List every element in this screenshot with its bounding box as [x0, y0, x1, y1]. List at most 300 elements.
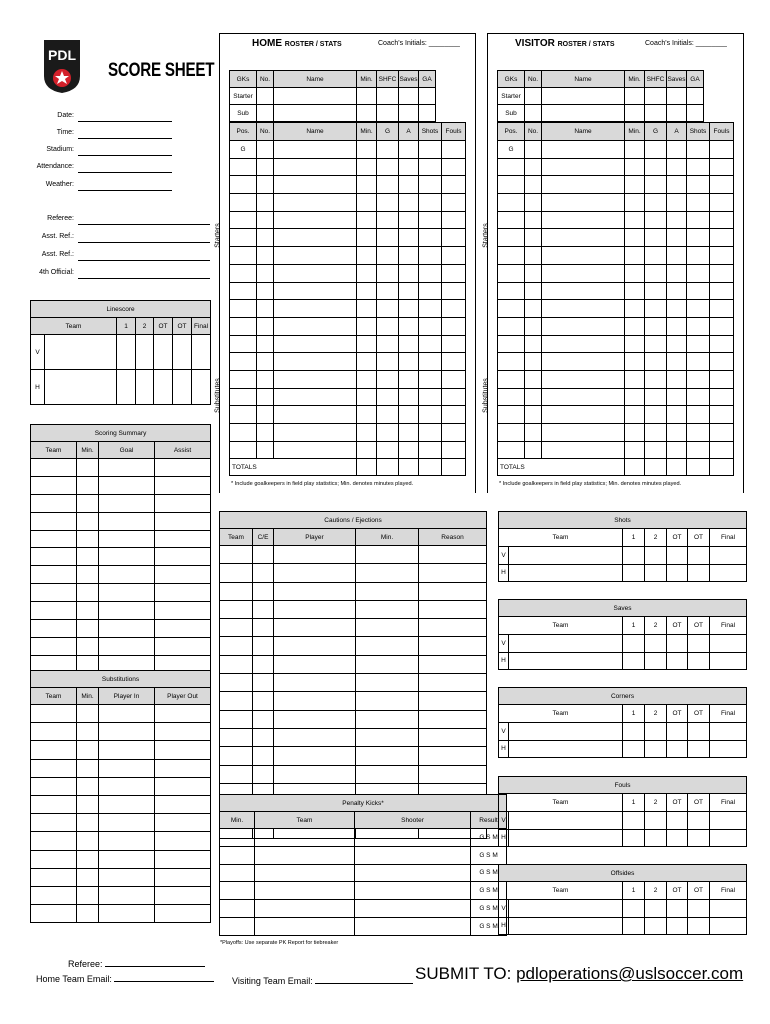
visitor-player-cell[interactable] [667, 370, 687, 388]
visitor-player-cell[interactable] [667, 406, 687, 424]
visitor-player-cell[interactable] [498, 441, 525, 459]
linescore-cell[interactable] [192, 335, 211, 370]
home-player-cell[interactable] [442, 176, 466, 194]
home-player-cell[interactable] [357, 335, 377, 353]
visitor-player-cell[interactable] [645, 370, 667, 388]
cautions-cell[interactable] [419, 710, 487, 728]
stat-box-cell[interactable] [688, 723, 710, 741]
substitutions-cell[interactable] [99, 759, 155, 777]
linescore-cell[interactable] [192, 370, 211, 405]
home-player-cell[interactable] [274, 229, 357, 247]
home-gk-cell[interactable] [357, 105, 377, 122]
visitor-player-cell[interactable] [625, 406, 645, 424]
substitutions-cell[interactable] [77, 741, 99, 759]
home-player-cell[interactable] [399, 370, 419, 388]
stat-box-cell[interactable] [688, 829, 710, 847]
substitutions-cell[interactable] [31, 814, 77, 832]
penalty-cell[interactable] [220, 829, 255, 847]
cautions-cell[interactable] [274, 619, 356, 637]
visitor-player-cell[interactable] [687, 264, 710, 282]
home-player-cell[interactable] [399, 247, 419, 265]
penalty-cell[interactable] [255, 829, 355, 847]
visitor-player-cell[interactable] [542, 424, 625, 442]
field-line-referee[interactable] [78, 215, 210, 225]
stat-box-cell[interactable] [710, 829, 747, 847]
scoring-cell[interactable] [155, 459, 211, 477]
visitor-player-cell[interactable] [645, 141, 667, 159]
cautions-cell[interactable] [253, 546, 274, 564]
visitor-player-cell[interactable] [645, 247, 667, 265]
stat-box-cell[interactable] [688, 917, 710, 935]
cautions-cell[interactable] [253, 710, 274, 728]
field-line-time[interactable] [78, 129, 172, 139]
visitor-gk-cell[interactable] [625, 88, 645, 105]
home-player-cell[interactable] [230, 335, 257, 353]
stat-box-cell[interactable] [710, 723, 747, 741]
visitor-player-cell[interactable] [687, 194, 710, 212]
home-player-cell[interactable] [257, 441, 274, 459]
visitor-gk-cell[interactable] [667, 88, 687, 105]
stat-box-cell[interactable] [710, 917, 747, 935]
scoring-cell[interactable] [99, 512, 155, 530]
stat-box-cell[interactable] [667, 564, 688, 582]
substitutions-cell[interactable] [155, 759, 211, 777]
home-player-cell[interactable] [377, 282, 399, 300]
stat-box-cell[interactable] [645, 564, 667, 582]
home-player-cell[interactable] [377, 388, 399, 406]
linescore-cell[interactable] [117, 335, 136, 370]
field-line-asst_ref1[interactable] [78, 233, 210, 243]
home-player-cell[interactable] [257, 300, 274, 318]
home-player-cell[interactable] [230, 388, 257, 406]
home-player-cell[interactable] [274, 317, 357, 335]
visitor-totals-cell[interactable] [645, 459, 667, 476]
cautions-cell[interactable] [274, 674, 356, 692]
penalty-cell[interactable] [255, 917, 355, 935]
visitor-gk-cell[interactable] [525, 88, 542, 105]
visitor-gk-cell[interactable] [645, 105, 667, 122]
stat-box-cell[interactable] [688, 740, 710, 758]
visitor-player-cell[interactable] [498, 353, 525, 371]
cautions-cell[interactable] [220, 637, 253, 655]
visitor-player-cell[interactable] [710, 300, 734, 318]
visitor-player-cell[interactable] [710, 141, 734, 159]
home-player-cell[interactable] [257, 282, 274, 300]
visitor-player-cell[interactable] [710, 247, 734, 265]
substitutions-cell[interactable] [31, 886, 77, 904]
stat-box-cell[interactable] [645, 900, 667, 918]
home-player-cell[interactable] [357, 141, 377, 159]
home-player-cell[interactable] [419, 229, 442, 247]
visitor-player-cell[interactable] [710, 441, 734, 459]
cautions-cell[interactable] [356, 765, 419, 783]
visitor-player-cell[interactable] [710, 229, 734, 247]
visitor-player-cell[interactable] [542, 211, 625, 229]
visitor-player-cell[interactable] [710, 335, 734, 353]
cautions-cell[interactable] [356, 692, 419, 710]
home-gk-cell[interactable] [419, 105, 436, 122]
scoring-cell[interactable] [31, 512, 77, 530]
home-gk-cell[interactable] [419, 88, 436, 105]
stat-box-cell[interactable] [509, 635, 623, 653]
home-player-cell[interactable] [377, 317, 399, 335]
footer-referee-line[interactable] [105, 966, 205, 967]
stat-box-cell[interactable] [645, 917, 667, 935]
stat-box-cell[interactable] [710, 547, 747, 565]
home-player-cell[interactable] [274, 158, 357, 176]
visitor-player-cell[interactable] [645, 424, 667, 442]
home-player-cell[interactable] [442, 335, 466, 353]
stat-box-cell[interactable] [623, 652, 645, 670]
cautions-cell[interactable] [220, 728, 253, 746]
field-line-attendance[interactable] [78, 163, 172, 173]
penalty-result[interactable]: G S M [471, 829, 507, 847]
cautions-cell[interactable] [253, 619, 274, 637]
substitutions-cell[interactable] [77, 905, 99, 923]
home-player-cell[interactable] [399, 335, 419, 353]
home-gk-cell[interactable] [357, 88, 377, 105]
stat-box-cell[interactable] [710, 812, 747, 830]
cautions-cell[interactable] [220, 546, 253, 564]
scoring-cell[interactable] [99, 566, 155, 584]
scoring-cell[interactable] [31, 548, 77, 566]
linescore-cell[interactable] [45, 370, 117, 405]
home-player-cell[interactable] [442, 264, 466, 282]
home-player-cell[interactable] [274, 406, 357, 424]
visitor-player-cell[interactable] [667, 388, 687, 406]
stat-box-cell[interactable] [688, 900, 710, 918]
stat-box-cell[interactable] [667, 652, 688, 670]
visitor-player-cell[interactable] [542, 406, 625, 424]
visitor-player-cell[interactable] [625, 211, 645, 229]
home-player-cell[interactable] [257, 317, 274, 335]
stat-box-cell[interactable] [688, 812, 710, 830]
home-player-cell[interactable] [230, 211, 257, 229]
home-gk-cell[interactable] [257, 88, 274, 105]
substitutions-cell[interactable] [99, 814, 155, 832]
stat-box-cell[interactable] [509, 812, 623, 830]
home-player-cell[interactable] [399, 317, 419, 335]
scoring-cell[interactable] [77, 548, 99, 566]
cautions-cell[interactable] [356, 637, 419, 655]
home-player-cell[interactable] [399, 176, 419, 194]
cautions-cell[interactable] [253, 582, 274, 600]
home-player-cell[interactable] [274, 194, 357, 212]
home-player-cell[interactable] [357, 353, 377, 371]
field-line-weather[interactable] [78, 181, 172, 191]
visitor-player-cell[interactable] [687, 211, 710, 229]
visitor-player-cell[interactable] [525, 388, 542, 406]
scoring-cell[interactable] [31, 530, 77, 548]
home-player-cell[interactable] [419, 317, 442, 335]
visitor-player-cell[interactable] [667, 229, 687, 247]
home-player-cell[interactable] [357, 247, 377, 265]
visitor-player-cell[interactable] [645, 406, 667, 424]
home-player-cell[interactable] [442, 211, 466, 229]
home-player-cell[interactable] [230, 158, 257, 176]
visitor-player-cell[interactable] [625, 282, 645, 300]
substitutions-cell[interactable] [77, 832, 99, 850]
stat-box-cell[interactable] [509, 652, 623, 670]
substitutions-cell[interactable] [77, 723, 99, 741]
stat-box-cell[interactable] [623, 547, 645, 565]
visitor-player-cell[interactable] [525, 264, 542, 282]
stat-box-cell[interactable] [667, 740, 688, 758]
home-gk-cell[interactable] [274, 88, 357, 105]
linescore-cell[interactable] [154, 370, 173, 405]
home-player-cell[interactable] [442, 247, 466, 265]
scoring-cell[interactable] [77, 530, 99, 548]
home-player-cell[interactable] [419, 353, 442, 371]
home-player-cell[interactable] [274, 141, 357, 159]
cautions-cell[interactable] [419, 692, 487, 710]
penalty-cell[interactable] [220, 882, 255, 900]
cautions-cell[interactable] [419, 637, 487, 655]
stat-box-cell[interactable] [623, 635, 645, 653]
home-player-cell[interactable] [257, 194, 274, 212]
cautions-cell[interactable] [253, 728, 274, 746]
visitor-player-cell[interactable] [687, 158, 710, 176]
cautions-cell[interactable] [356, 564, 419, 582]
home-player-cell[interactable] [357, 282, 377, 300]
visitor-player-cell[interactable] [498, 335, 525, 353]
field-line-date[interactable] [78, 112, 172, 122]
substitutions-cell[interactable] [99, 832, 155, 850]
penalty-result[interactable]: G S M [471, 846, 507, 864]
home-player-cell[interactable] [442, 194, 466, 212]
home-player-cell[interactable] [257, 335, 274, 353]
visitor-player-cell[interactable] [525, 247, 542, 265]
substitutions-cell[interactable] [99, 705, 155, 723]
home-player-cell[interactable] [230, 282, 257, 300]
home-gk-cell[interactable] [377, 105, 399, 122]
visitor-player-cell[interactable] [710, 388, 734, 406]
scoring-cell[interactable] [31, 476, 77, 494]
visitor-player-cell[interactable] [645, 211, 667, 229]
penalty-cell[interactable] [355, 846, 471, 864]
home-player-cell[interactable] [419, 370, 442, 388]
home-player-cell[interactable] [377, 211, 399, 229]
cautions-cell[interactable] [274, 728, 356, 746]
cautions-cell[interactable] [356, 655, 419, 673]
substitutions-cell[interactable] [155, 850, 211, 868]
home-player-cell[interactable] [257, 406, 274, 424]
field-line-fourth[interactable] [78, 269, 210, 279]
home-player-cell[interactable] [419, 264, 442, 282]
visitor-player-cell[interactable] [542, 141, 625, 159]
home-totals-cell[interactable] [357, 459, 377, 476]
home-player-cell[interactable] [274, 176, 357, 194]
visitor-player-cell[interactable] [687, 388, 710, 406]
visitor-player-cell[interactable] [687, 247, 710, 265]
home-player-cell[interactable] [419, 424, 442, 442]
visitor-gk-cell[interactable] [687, 105, 704, 122]
cautions-cell[interactable] [419, 564, 487, 582]
visitor-player-cell[interactable] [498, 176, 525, 194]
visitor-player-cell[interactable] [625, 264, 645, 282]
home-player-cell[interactable] [377, 300, 399, 318]
home-player-cell[interactable] [357, 370, 377, 388]
substitutions-cell[interactable] [155, 723, 211, 741]
home-player-cell[interactable] [377, 441, 399, 459]
home-player-cell[interactable] [257, 370, 274, 388]
visitor-player-cell[interactable] [667, 247, 687, 265]
stat-box-cell[interactable] [623, 564, 645, 582]
stat-box-cell[interactable] [667, 917, 688, 935]
home-player-cell[interactable] [399, 388, 419, 406]
substitutions-cell[interactable] [155, 832, 211, 850]
cautions-cell[interactable] [220, 674, 253, 692]
visitor-player-cell[interactable] [625, 176, 645, 194]
home-player-cell[interactable] [274, 335, 357, 353]
stat-box-cell[interactable] [710, 564, 747, 582]
stat-box-cell[interactable] [688, 564, 710, 582]
visitor-player-cell[interactable] [498, 264, 525, 282]
visitor-player-cell[interactable] [498, 424, 525, 442]
cautions-cell[interactable] [220, 655, 253, 673]
stat-box-cell[interactable] [509, 547, 623, 565]
stat-box-cell[interactable] [710, 652, 747, 670]
home-player-cell[interactable] [419, 194, 442, 212]
home-player-cell[interactable] [442, 158, 466, 176]
stat-box-cell[interactable] [509, 740, 623, 758]
cautions-cell[interactable] [356, 747, 419, 765]
footer-home-email-line[interactable] [114, 981, 214, 982]
cautions-cell[interactable] [274, 582, 356, 600]
visitor-player-cell[interactable] [625, 424, 645, 442]
visitor-player-cell[interactable] [525, 406, 542, 424]
substitutions-cell[interactable] [99, 868, 155, 886]
home-player-cell[interactable] [357, 194, 377, 212]
substitutions-cell[interactable] [31, 868, 77, 886]
home-player-cell[interactable] [377, 194, 399, 212]
penalty-cell[interactable] [255, 864, 355, 882]
scoring-cell[interactable] [155, 584, 211, 602]
linescore-cell[interactable] [45, 335, 117, 370]
stat-box-cell[interactable] [710, 900, 747, 918]
stat-box-cell[interactable] [645, 812, 667, 830]
home-player-cell[interactable] [357, 406, 377, 424]
home-player-cell[interactable] [419, 441, 442, 459]
cautions-cell[interactable] [253, 765, 274, 783]
visitor-player-cell[interactable] [687, 406, 710, 424]
home-player-cell[interactable] [230, 406, 257, 424]
penalty-result[interactable]: G S M [471, 882, 507, 900]
stat-box-cell[interactable] [667, 723, 688, 741]
visitor-player-cell[interactable] [625, 300, 645, 318]
scoring-cell[interactable] [155, 637, 211, 655]
stat-box-cell[interactable] [509, 917, 623, 935]
home-player-cell[interactable] [442, 141, 466, 159]
visitor-player-cell[interactable] [525, 370, 542, 388]
visitor-player-cell[interactable] [542, 300, 625, 318]
visitor-gk-cell[interactable] [542, 105, 625, 122]
home-player-cell[interactable] [230, 353, 257, 371]
home-player-cell[interactable] [419, 247, 442, 265]
visitor-player-cell[interactable] [542, 176, 625, 194]
scoring-cell[interactable] [99, 620, 155, 638]
visitor-player-cell[interactable] [498, 406, 525, 424]
substitutions-cell[interactable] [77, 814, 99, 832]
stat-box-cell[interactable] [710, 635, 747, 653]
scoring-cell[interactable] [155, 476, 211, 494]
penalty-cell[interactable] [355, 917, 471, 935]
visitor-player-cell[interactable] [687, 141, 710, 159]
stat-box-cell[interactable] [645, 635, 667, 653]
home-gk-cell[interactable] [399, 88, 419, 105]
home-player-cell[interactable] [442, 406, 466, 424]
cautions-cell[interactable] [419, 582, 487, 600]
home-player-cell[interactable] [377, 424, 399, 442]
scoring-cell[interactable] [31, 620, 77, 638]
cautions-cell[interactable] [253, 674, 274, 692]
home-player-cell[interactable] [442, 441, 466, 459]
visitor-player-cell[interactable] [667, 300, 687, 318]
penalty-cell[interactable] [220, 900, 255, 918]
visitor-player-cell[interactable] [687, 229, 710, 247]
stat-box-cell[interactable] [667, 829, 688, 847]
visitor-player-cell[interactable] [625, 388, 645, 406]
visitor-player-cell[interactable] [667, 194, 687, 212]
home-player-cell[interactable] [357, 211, 377, 229]
visitor-player-cell[interactable] [710, 264, 734, 282]
scoring-cell[interactable] [99, 584, 155, 602]
home-player-cell[interactable] [257, 141, 274, 159]
home-player-cell[interactable] [230, 370, 257, 388]
substitutions-cell[interactable] [99, 795, 155, 813]
visitor-player-cell[interactable] [525, 335, 542, 353]
scoring-cell[interactable] [31, 459, 77, 477]
linescore-cell[interactable] [154, 335, 173, 370]
penalty-result[interactable]: G S M [471, 917, 507, 935]
cautions-cell[interactable] [419, 546, 487, 564]
scoring-cell[interactable] [77, 476, 99, 494]
visitor-player-cell[interactable] [710, 176, 734, 194]
substitutions-cell[interactable] [77, 850, 99, 868]
visitor-player-cell[interactable] [542, 264, 625, 282]
substitutions-cell[interactable] [77, 705, 99, 723]
cautions-cell[interactable] [356, 546, 419, 564]
scoring-cell[interactable] [99, 530, 155, 548]
visitor-player-cell[interactable] [625, 158, 645, 176]
visitor-player-cell[interactable] [542, 229, 625, 247]
visitor-totals-cell[interactable] [667, 459, 687, 476]
home-player-cell[interactable] [419, 141, 442, 159]
home-player-cell[interactable] [230, 194, 257, 212]
home-player-cell[interactable] [377, 141, 399, 159]
home-player-cell[interactable] [377, 158, 399, 176]
cautions-cell[interactable] [220, 619, 253, 637]
home-player-cell[interactable] [399, 194, 419, 212]
visitor-totals-cell[interactable] [687, 459, 710, 476]
substitutions-cell[interactable] [155, 777, 211, 795]
substitutions-cell[interactable] [99, 741, 155, 759]
scoring-cell[interactable] [99, 459, 155, 477]
home-player-cell[interactable] [257, 158, 274, 176]
home-player-cell[interactable] [230, 317, 257, 335]
visitor-player-cell[interactable] [645, 158, 667, 176]
visitor-player-cell[interactable] [498, 317, 525, 335]
visitor-player-cell[interactable] [710, 158, 734, 176]
substitutions-cell[interactable] [31, 795, 77, 813]
substitutions-cell[interactable] [99, 723, 155, 741]
cautions-cell[interactable] [253, 637, 274, 655]
home-player-cell[interactable] [357, 388, 377, 406]
home-player-cell[interactable] [377, 370, 399, 388]
visitor-gk-cell[interactable] [667, 105, 687, 122]
home-player-cell[interactable] [442, 282, 466, 300]
scoring-cell[interactable] [77, 494, 99, 512]
